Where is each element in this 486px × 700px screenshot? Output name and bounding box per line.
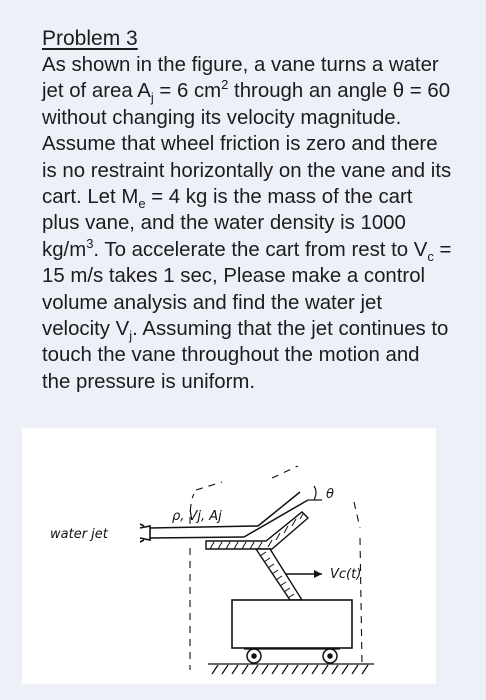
ground (208, 664, 374, 674)
cart-wheels (244, 649, 340, 663)
water-jet-label: water jet (50, 527, 108, 542)
statement-text-4: = 4 kg is the mass of the cart plus vane, and the water density is 1000 kg/m (42, 186, 413, 261)
superscript-2: 2 (221, 77, 229, 93)
subscript-c: c (427, 248, 434, 264)
vane-cart-sketch (22, 428, 436, 684)
angle-label: θ (326, 487, 334, 502)
subscript-j-2: j (129, 328, 133, 344)
superscript-3: 3 (86, 236, 94, 252)
jet-properties-label: ρ, Vj, Aj (172, 509, 222, 524)
cart-body (232, 600, 352, 648)
statement-text-1: As shown in the figure, a vane turns a water jet of area A (42, 54, 439, 103)
velocity-label: Vc(t) (330, 567, 362, 582)
vane-cart-figure (22, 428, 436, 684)
statement-text-6: = 15 m/s takes 1 sec, Please make a control volume analysis and find the water jet velocity V (42, 238, 452, 341)
jet-nozzle (140, 524, 150, 542)
problem-title: Problem 3 (42, 27, 138, 50)
angle-marker (308, 486, 322, 500)
velocity-arrow (286, 570, 322, 578)
statement-text-3: through an angle θ = 60 without changing its velocity magnitude. Assume that wheel friction is zero and there is no restraint horizontally on the vane and its cart. Let M (42, 80, 452, 209)
subscript-j: j (150, 90, 154, 106)
statement-text-5: . To accelerate the cart from rest to V (93, 238, 428, 261)
problem-statement (42, 52, 452, 395)
subscript-e: e (138, 196, 146, 212)
statement-text-2: = 6 cm (153, 80, 222, 103)
statement-text-7: . Assuming that the jet continues to touch the vane throughout the motion and the pressure is uniform. (42, 318, 449, 393)
